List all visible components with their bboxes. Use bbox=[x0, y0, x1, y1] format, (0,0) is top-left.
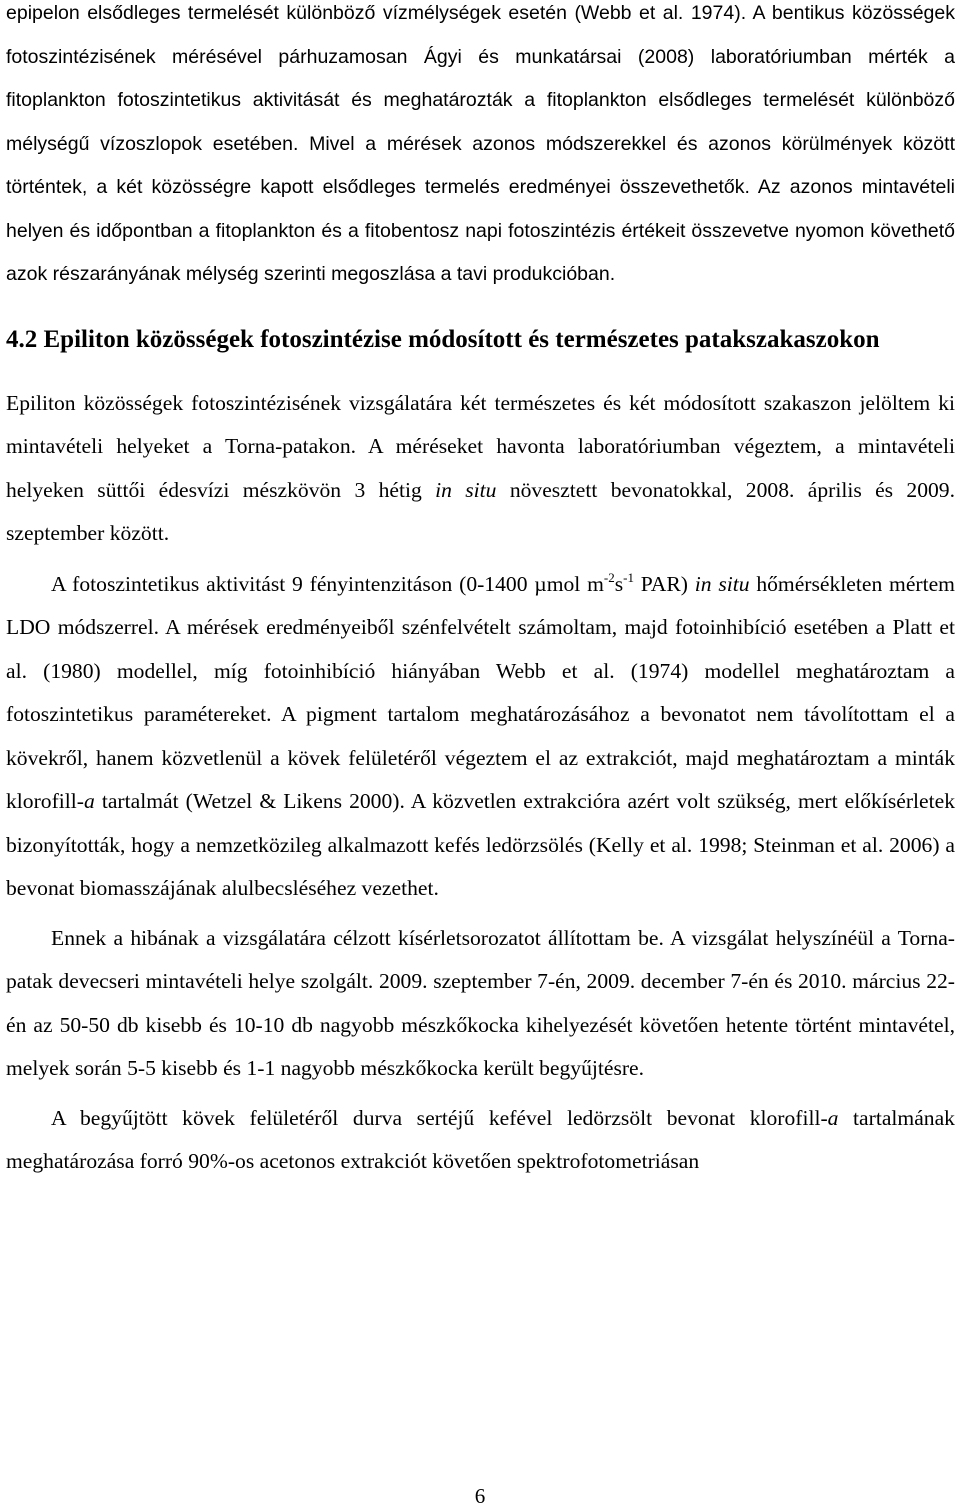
paragraph-extraction-text: A begyűjtött kövek felületéről durva sertéjű kefével ledörzsölt bevonat klorofill- bbox=[51, 1105, 828, 1130]
page-number: 6 bbox=[474, 1484, 486, 1508]
unit-exponent-m: -2 bbox=[603, 569, 615, 585]
paragraph-sampling-text: Epiliton közösségek fotoszintézisének vizsgálatára két természetes és két módosított szakaszon jelöltem ki mintavételi helyeket a Torna-patakon. A méréseket havonta laboratóriumban végeztem, a mintavételi helyeken süttői édesvízi mészkövön 3 hétig bbox=[6, 390, 955, 502]
paragraph-sampling bbox=[6, 382, 955, 556]
paragraph-extraction-text-end: tartalmának meghatározása forró 90%-os acetonos extrakciót követően spektrofotometriásan bbox=[6, 1105, 955, 1173]
paragraph-photosynthesis-text-5: tartalmát (Wetzel & Likens 2000). A közvetlen extrakcióra azért volt szükség, mert előkísérletek bizonyították, hogy a nemzetközileg alkalmazott kefés ledörzsölés (Kelly et al. 1998; Steinman et al. 2006) a bevonat biomasszájának alulbecsléséhez vezethet. bbox=[6, 789, 955, 900]
paragraph-extraction-italic: a bbox=[827, 1105, 839, 1130]
paragraph-photosynthesis-text-4: hőmérsékleten mértem LDO módszerrel. A mérések eredményeiből szénfelvételt számoltam, majd fotoinhibíció esetében a Platt et al. (1980) modellel, míg fotoinhibíció hiányában Webb et al. (1974) modellel meghatároztam a fotoszintetikus paramétereket. A pigment tartalom meghatározásához a bevonatot nem távolítottam el a kövekről, hanem közvetlenül a kövek felületéről végeztem el az extrakciót, majd meghatároztam a minták klorofill- bbox=[6, 571, 955, 813]
paragraph-photosynthesis-italic-1: in situ bbox=[694, 571, 750, 596]
section-heading-title: Epiliton közösségek fotoszintézise módosított és természetes patakszakaszokon bbox=[43, 325, 880, 353]
paragraph-photosynthesis-text-3: PAR) bbox=[633, 571, 695, 596]
paragraph-intro-text: epipelon elsődleges termelését különböző vízmélységek esetén (Webb et al. 1974). A bentikus közösségek fotoszintézisének mérésével párhuzamosan Ágyi és munkatársai (2008) laboratóriumban mérték a fitoplankton fotoszintetikus aktivitását és meghatározták a fitoplankton elsődleges termelését különböző mélységű vízoszlopok esetében. Mivel a mérések azonos módszerekkel és azonos körülmények között történtek, a két közösségre kapott elsődleges termelés eredményei összevethetők. Az azonos mintavételi helyen és időpontban a fitoplankton és a fitobentosz napi fotoszintézis értékeit összevetve nyomon követhető azok részarányának mélység szerinti megoszlása a tavi produkcióban. bbox=[6, 2, 955, 285]
paragraph-experiment-text: Ennek a hibának a vizsgálatára célzott kísérletsorozatot állítottam be. A vizsgálat helyszínéül a Torna-patak devecseri mintavételi helye szolgált. 2009. szeptember 7-én, 2009. december 7-én és 2010. március 22-én az 50-50 db kisebb és 10-10 db nagyobb mészkőkocka kihelyezését követően hetente történt mintavétel, melyek során 5-5 kisebb és 1-1 nagyobb mészkőkocka került begyűjtésre. bbox=[6, 925, 955, 1080]
paragraph-sampling-text-end: növesztett bevonatokkal, 2008. április és 2009. szeptember között. bbox=[6, 477, 955, 545]
paragraph-photosynthesis-text-2: s bbox=[614, 571, 624, 596]
paragraph-photosynthesis-text-1: A fotoszintetikus aktivitást 9 fényintenzitáson (0-1400 µmol m bbox=[51, 571, 604, 596]
paragraph-photosynthesis-italic-2: a bbox=[83, 789, 95, 813]
document-page bbox=[6, 0, 955, 1184]
section-heading-number: 4.2 bbox=[6, 325, 38, 353]
paragraph-extraction bbox=[6, 1097, 955, 1184]
paragraph-experiment bbox=[6, 917, 955, 1091]
paragraph-intro bbox=[6, 0, 955, 297]
paragraph-sampling-italic: in situ bbox=[435, 477, 497, 502]
unit-exponent-s: -1 bbox=[623, 569, 634, 585]
paragraph-photosynthesis bbox=[6, 563, 955, 911]
section-heading bbox=[6, 316, 955, 363]
